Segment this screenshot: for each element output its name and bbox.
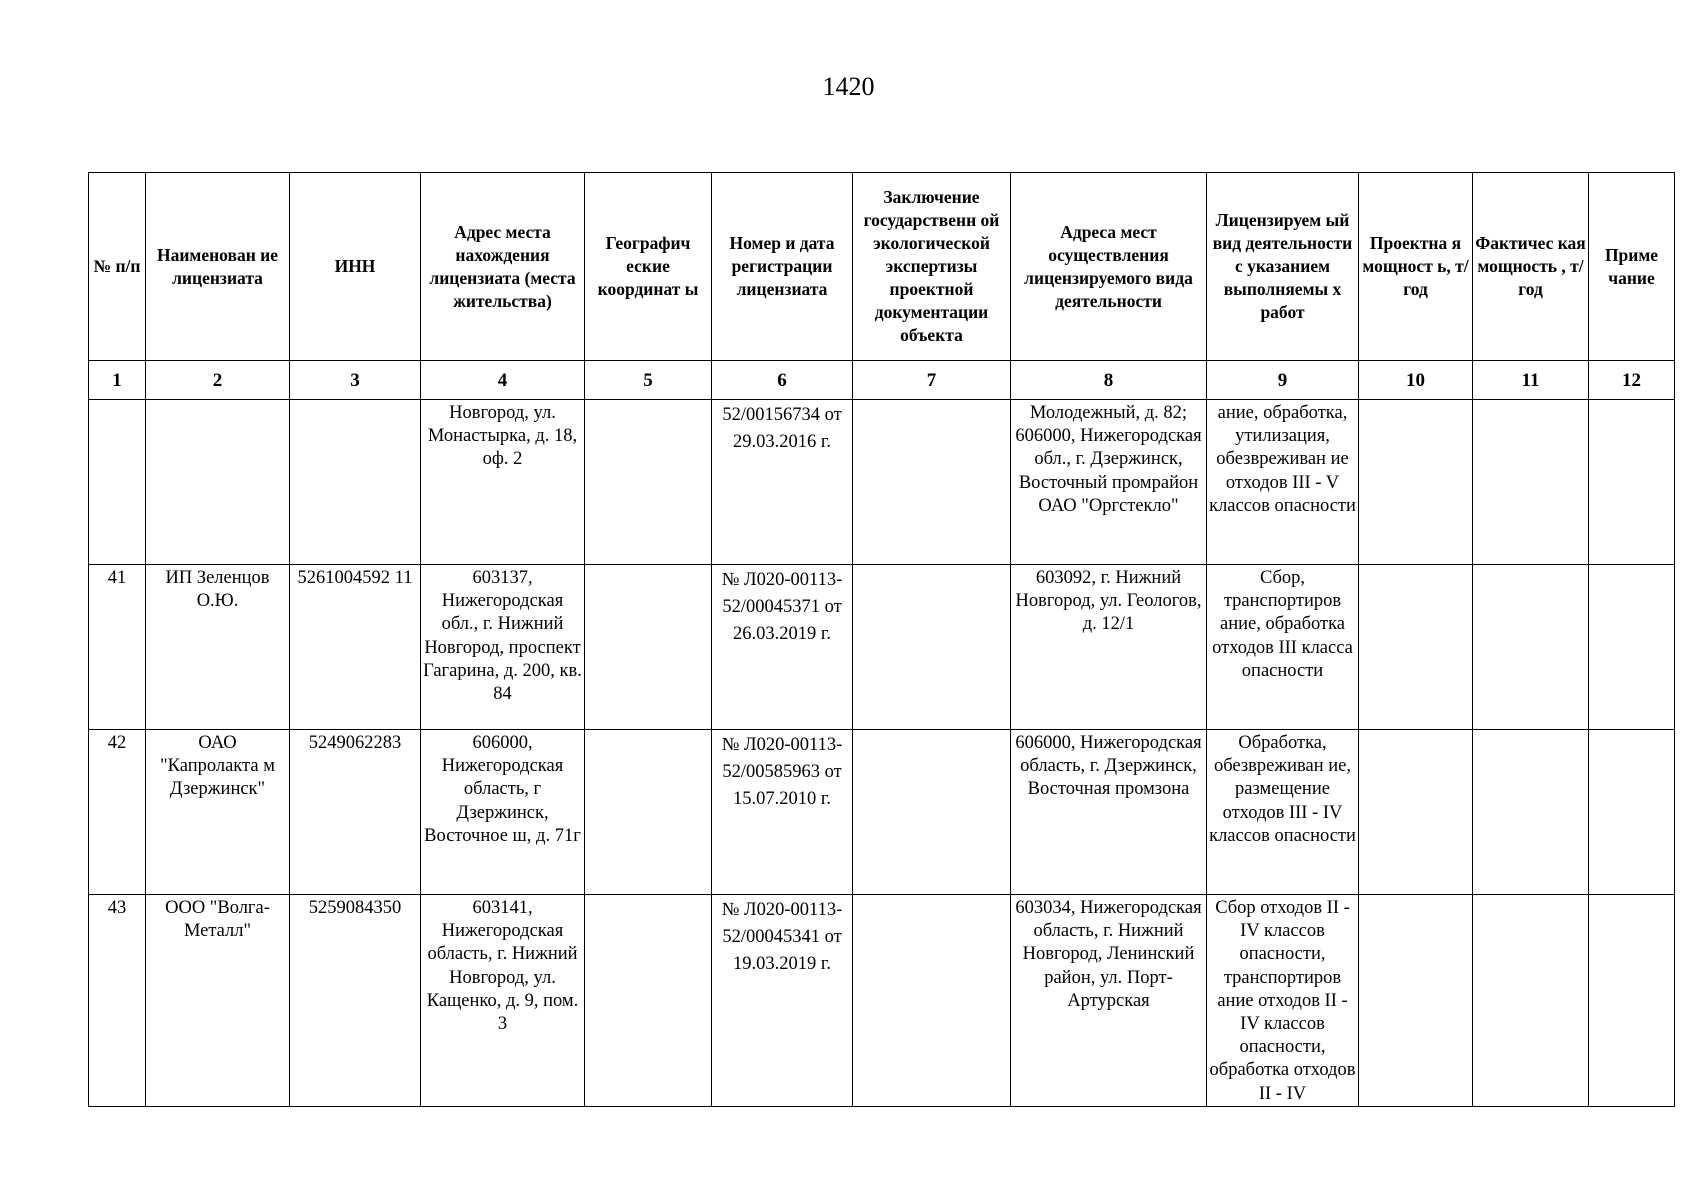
header-cell-registration: Номер и дата регистрации лицензиата xyxy=(712,173,853,361)
cell-registration xyxy=(712,895,853,1107)
cell-design-capacity xyxy=(1359,400,1473,565)
cell-name: ОАО "Капролакта м Дзержинск" xyxy=(146,730,290,895)
column-number: 12 xyxy=(1589,361,1675,400)
cell-name: ООО "Волга-Металл" xyxy=(146,895,290,1107)
cell-coords xyxy=(585,730,712,895)
header-row xyxy=(89,173,1675,361)
cell-actual-capacity xyxy=(1473,400,1589,565)
table-row xyxy=(89,895,1675,1107)
column-number: 11 xyxy=(1473,361,1589,400)
cell-num: 42 xyxy=(89,730,146,895)
column-number-row xyxy=(89,361,1675,400)
cell-activity: ание, обработка, утилизация, обезвреживан ие отходов III - V классов опасности xyxy=(1207,400,1359,565)
cell-num xyxy=(89,400,146,565)
cell-expertise xyxy=(853,730,1011,895)
header-cell-activity-addresses: Адреса мест осуществления лицензируемого вида деятельности xyxy=(1011,173,1207,361)
table-row xyxy=(89,400,1675,565)
cell-design-capacity xyxy=(1359,730,1473,895)
cell-activity-addresses: Молодежный, д. 82; 606000, Нижегородская обл., г. Дзержинск, Восточный промрайон ОАО "Оргстекло" xyxy=(1011,400,1207,565)
cell-expertise xyxy=(853,565,1011,730)
cell-inn xyxy=(290,400,421,565)
cell-address: 606000, Нижегородская область, г Дзержинск, Восточное ш, д. 71г xyxy=(421,730,585,895)
column-number: 5 xyxy=(585,361,712,400)
header-cell-actual-capacity: Фактичес кая мощность , т/год xyxy=(1473,173,1589,361)
table-row xyxy=(89,730,1675,895)
cell-expertise xyxy=(853,895,1011,1107)
cell-actual-capacity xyxy=(1473,895,1589,1107)
cell-note xyxy=(1589,895,1675,1107)
cell-coords xyxy=(585,400,712,565)
header-cell-expertise: Заключение государственн ой экологической экспертизы проектной документации объекта xyxy=(853,173,1011,361)
registration-text: № Л020-00113-52/00045341 от 19.03.2019 г. xyxy=(721,900,843,974)
column-number: 6 xyxy=(712,361,853,400)
cell-address: 603137, Нижегородская обл., г. Нижний Новгород, проспект Гагарина, д. 200, кв. 84 xyxy=(421,565,585,730)
column-number: 10 xyxy=(1359,361,1473,400)
cell-inn: 5249062283 xyxy=(290,730,421,895)
cell-registration xyxy=(712,730,853,895)
cell-design-capacity xyxy=(1359,565,1473,730)
cell-note xyxy=(1589,565,1675,730)
cell-expertise xyxy=(853,400,1011,565)
column-number: 3 xyxy=(290,361,421,400)
cell-address: 603141, Нижегородская область, г. Нижний Новгород, ул. Кащенко, д. 9, пом. 3 xyxy=(421,895,585,1107)
header-cell-inn: ИНН xyxy=(290,173,421,361)
cell-activity: Сбор отходов II - IV классов опасности, транспортиров ание отходов II - IV классов опасности, обработка отходов II - IV xyxy=(1207,895,1359,1107)
cell-name xyxy=(146,400,290,565)
column-number: 1 xyxy=(89,361,146,400)
cell-activity-addresses: 606000, Нижегородская область, г. Дзержинск, Восточная промзона xyxy=(1011,730,1207,895)
cell-actual-capacity xyxy=(1473,730,1589,895)
license-registry-table xyxy=(88,172,1675,1107)
registration-text: 52/00156734 от 29.03.2016 г. xyxy=(722,405,842,452)
header-cell-address: Адрес места нахождения лицензиата (места жительства) xyxy=(421,173,585,361)
registration-text: № Л020-00113-52/00585963 от 15.07.2010 г. xyxy=(721,735,843,809)
header-cell-name: Наименован ие лицензиата xyxy=(146,173,290,361)
cell-registration xyxy=(712,565,853,730)
cell-registration xyxy=(712,400,853,565)
cell-note xyxy=(1589,730,1675,895)
cell-activity: Обработка, обезвреживан ие, размещение отходов III - IV классов опасности xyxy=(1207,730,1359,895)
header-cell-note: Приме чание xyxy=(1589,173,1675,361)
header-cell-activity: Лицензируем ый вид деятельности с указанием выполняемы х работ xyxy=(1207,173,1359,361)
cell-design-capacity xyxy=(1359,895,1473,1107)
column-number: 8 xyxy=(1011,361,1207,400)
column-number: 7 xyxy=(853,361,1011,400)
registration-text: № Л020-00113-52/00045371 от 26.03.2019 г. xyxy=(721,570,843,644)
cell-inn: 5259084350 xyxy=(290,895,421,1107)
cell-activity: Сбор, транспортиров ание, обработка отходов III класса опасности xyxy=(1207,565,1359,730)
cell-actual-capacity xyxy=(1473,565,1589,730)
header-cell-design-capacity: Проектна я мощност ь, т/год xyxy=(1359,173,1473,361)
cell-coords xyxy=(585,895,712,1107)
cell-activity-addresses: 603034, Нижегородская область, г. Нижний Новгород, Ленинский район, ул. Порт-Артурская xyxy=(1011,895,1207,1107)
column-number: 9 xyxy=(1207,361,1359,400)
cell-coords xyxy=(585,565,712,730)
table-row xyxy=(89,565,1675,730)
cell-address: Новгород, ул. Монастырка, д. 18, оф. 2 xyxy=(421,400,585,565)
cell-num: 41 xyxy=(89,565,146,730)
cell-inn: 5261004592 11 xyxy=(290,565,421,730)
cell-activity-addresses: 603092, г. Нижний Новгород, ул. Геологов, д. 12/1 xyxy=(1011,565,1207,730)
cell-name: ИП Зеленцов О.Ю. xyxy=(146,565,290,730)
cell-note xyxy=(1589,400,1675,565)
column-number: 4 xyxy=(421,361,585,400)
header-cell-num: № п/п xyxy=(89,173,146,361)
column-number: 2 xyxy=(146,361,290,400)
cell-num: 43 xyxy=(89,895,146,1107)
page-number: 1420 xyxy=(822,72,875,101)
header-cell-coords: Географич еские координат ы xyxy=(585,173,712,361)
